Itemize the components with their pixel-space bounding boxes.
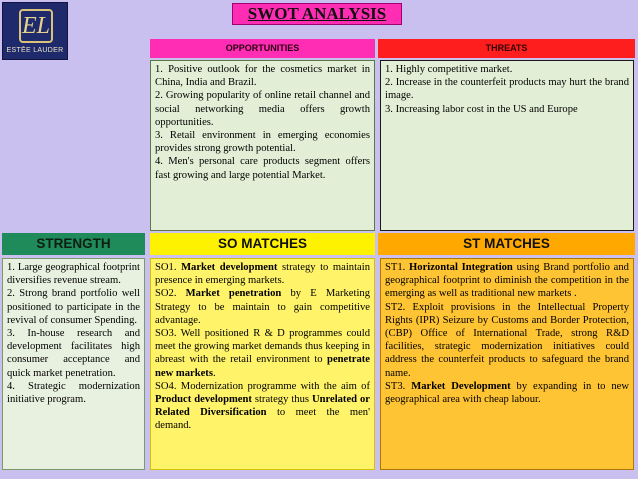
estee-lauder-logo <box>2 2 68 60</box>
strength-item: 2. Strong brand portfolio well positioned to participate in the revival of consumer Spending. <box>7 288 140 326</box>
opportunity-item: 2. Growing popularity of online retail channel and social networking media offers growth opportunities. <box>155 90 370 128</box>
st-item: ST2. Exploit provisions in the Intellectual Property Rights (IPR) Seizure by Customs and Border Protection, (CBP) Office of International Trade, strong R&D facilities, strategic modernization initiatives could address the counterfeit products to safeguard the brand name. <box>385 301 629 379</box>
logo-monogram: EL <box>19 9 53 43</box>
opportunity-item: 3. Retail environment in emerging economies provides strong growth potential. <box>155 130 370 155</box>
so-matches-header: SO MATCHES <box>150 233 375 255</box>
so-item: SO1. Market development strategy to maintain presence in emerging markets. <box>155 262 370 287</box>
strength-header: STRENGTH <box>2 233 145 255</box>
strength-item: 4. Strategic modernization initiative program. <box>7 380 140 406</box>
opportunities-header: OPPORTUNITIES <box>150 39 375 58</box>
so-item: SO4. Modernization programme with the aim of Product development strategy thus Unrelated or Related Diversification to meet the men' demand. <box>155 380 370 432</box>
opportunities-box <box>150 60 375 231</box>
opportunity-item: 4. Men's personal care products segment offers fast growing and large potential Market. <box>155 156 370 181</box>
so-item: SO2. Market penetration by E Marketing Strategy to be maintain to gain competitive advantage. <box>155 288 370 326</box>
page-title: SWOT ANALYSIS <box>232 3 402 25</box>
logo-brand-text: ESTĒE LAUDER <box>6 47 64 54</box>
st-matches-box <box>380 258 634 470</box>
strength-item: 1. Large geographical footprint diversifies revenue stream. <box>7 262 140 287</box>
strength-item: 3. In-house research and development facilitates high consumer acceptance and quick market penetration. <box>7 328 140 379</box>
so-item: SO3. Well positioned R & D programmes could meet the growing market demands thus keeping in abreast with the retail environment to penetrate new markets. <box>155 328 370 379</box>
st-matches-header: ST MATCHES <box>378 233 635 255</box>
so-matches-box <box>150 258 375 470</box>
threat-item: 2. Increase in the counterfeit products may hurt the brand image. <box>385 77 629 102</box>
threat-item: 1. Highly competitive market. <box>385 64 513 75</box>
threats-box <box>380 60 634 231</box>
threat-item: 3. Increasing labor cost in the US and Europe <box>385 103 578 115</box>
st-item: ST3. Market Development by expanding in to new geographical area with cheap labour. <box>385 380 629 406</box>
opportunity-item: 1. Positive outlook for the cosmetics market in China, India and Brazil. <box>155 64 370 89</box>
strength-box <box>2 258 145 470</box>
threats-header: THREATS <box>378 39 635 58</box>
st-item: ST1. Horizontal Integration using Brand portfolio and geographical footprint to diminish the competition in the emerging as well as traditional new markets . <box>385 262 629 300</box>
